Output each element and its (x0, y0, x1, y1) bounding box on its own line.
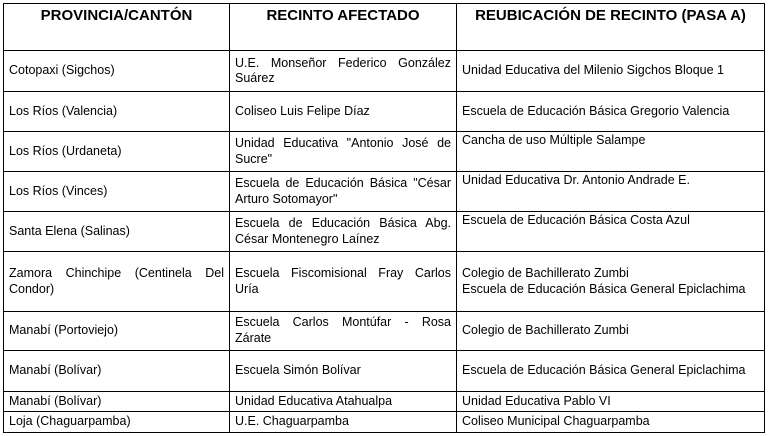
cell-provincia: Los Ríos (Vinces) (4, 172, 230, 212)
cell-provincia: Manabí (Portoviejo) (4, 311, 230, 350)
table-header-row (4, 4, 765, 51)
relocation-table (3, 3, 765, 433)
cell-provincia: Loja (Chaguarpamba) (4, 412, 230, 433)
cell-recinto-afectado: Unidad Educativa "Antonio José de Sucre" (230, 132, 457, 172)
cell-reubicacion: Cancha de uso Múltiple Salampe (457, 132, 765, 172)
cell-provincia: Cotopaxi (Sigchos) (4, 51, 230, 92)
table-row (4, 51, 765, 92)
cell-reubicacion: Colegio de Bachillerato Zumbi (457, 311, 765, 350)
cell-reubicacion: Unidad Educativa Pablo VI (457, 391, 765, 412)
cell-provincia: Manabí (Bolívar) (4, 391, 230, 412)
table-row (4, 350, 765, 391)
cell-reubicacion: Coliseo Municipal Chaguarpamba (457, 412, 765, 433)
cell-recinto-afectado: Escuela Simón Bolívar (230, 350, 457, 391)
cell-provincia: Zamora Chinchipe (Centinela Del Condor) (4, 252, 230, 312)
cell-recinto-afectado: Escuela Carlos Montúfar - Rosa Zárate (230, 311, 457, 350)
cell-reubicacion (457, 252, 765, 312)
cell-recinto-afectado: Coliseo Luis Felipe Díaz (230, 92, 457, 132)
header-provincia: PROVINCIA/CANTÓN (4, 4, 230, 51)
table-row (4, 172, 765, 212)
table-row (4, 311, 765, 350)
cell-recinto-afectado: U.E. Chaguarpamba (230, 412, 457, 433)
cell-recinto-afectado: Escuela de Educación Básica Abg. César Montenegro Laínez (230, 212, 457, 252)
cell-reubicacion: Unidad Educativa Dr. Antonio Andrade E. (457, 172, 765, 212)
reubicacion-line: Colegio de Bachillerato Zumbi (462, 266, 629, 281)
cell-provincia: Santa Elena (Salinas) (4, 212, 230, 252)
cell-recinto-afectado: Unidad Educativa Atahualpa (230, 391, 457, 412)
reubicacion-line: Escuela de Educación Básica General Epiclachima (462, 281, 746, 296)
header-reubicacion: REUBICACIÓN DE RECINTO (PASA A) (457, 4, 765, 51)
table-row (4, 391, 765, 412)
cell-recinto-afectado: U.E. Monseñor Federico González Suárez (230, 51, 457, 92)
cell-provincia: Los Ríos (Urdaneta) (4, 132, 230, 172)
cell-recinto-afectado: Escuela Fiscomisional Fray Carlos Uría (230, 252, 457, 312)
cell-reubicacion: Escuela de Educación Básica General Epiclachima (457, 350, 765, 391)
cell-reubicacion: Escuela de Educación Básica Costa Azul (457, 212, 765, 252)
cell-provincia: Manabí (Bolívar) (4, 350, 230, 391)
table-row (4, 132, 765, 172)
cell-reubicacion: Unidad Educativa del Milenio Sigchos Bloque 1 (457, 51, 765, 92)
cell-provincia: Los Ríos (Valencia) (4, 92, 230, 132)
table-row (4, 252, 765, 312)
header-recinto-afectado: RECINTO AFECTADO (230, 4, 457, 51)
cell-recinto-afectado: Escuela de Educación Básica "César Arturo Sotomayor" (230, 172, 457, 212)
table-row (4, 92, 765, 132)
cell-reubicacion: Escuela de Educación Básica Gregorio Valencia (457, 92, 765, 132)
table-row (4, 412, 765, 433)
table-row (4, 212, 765, 252)
